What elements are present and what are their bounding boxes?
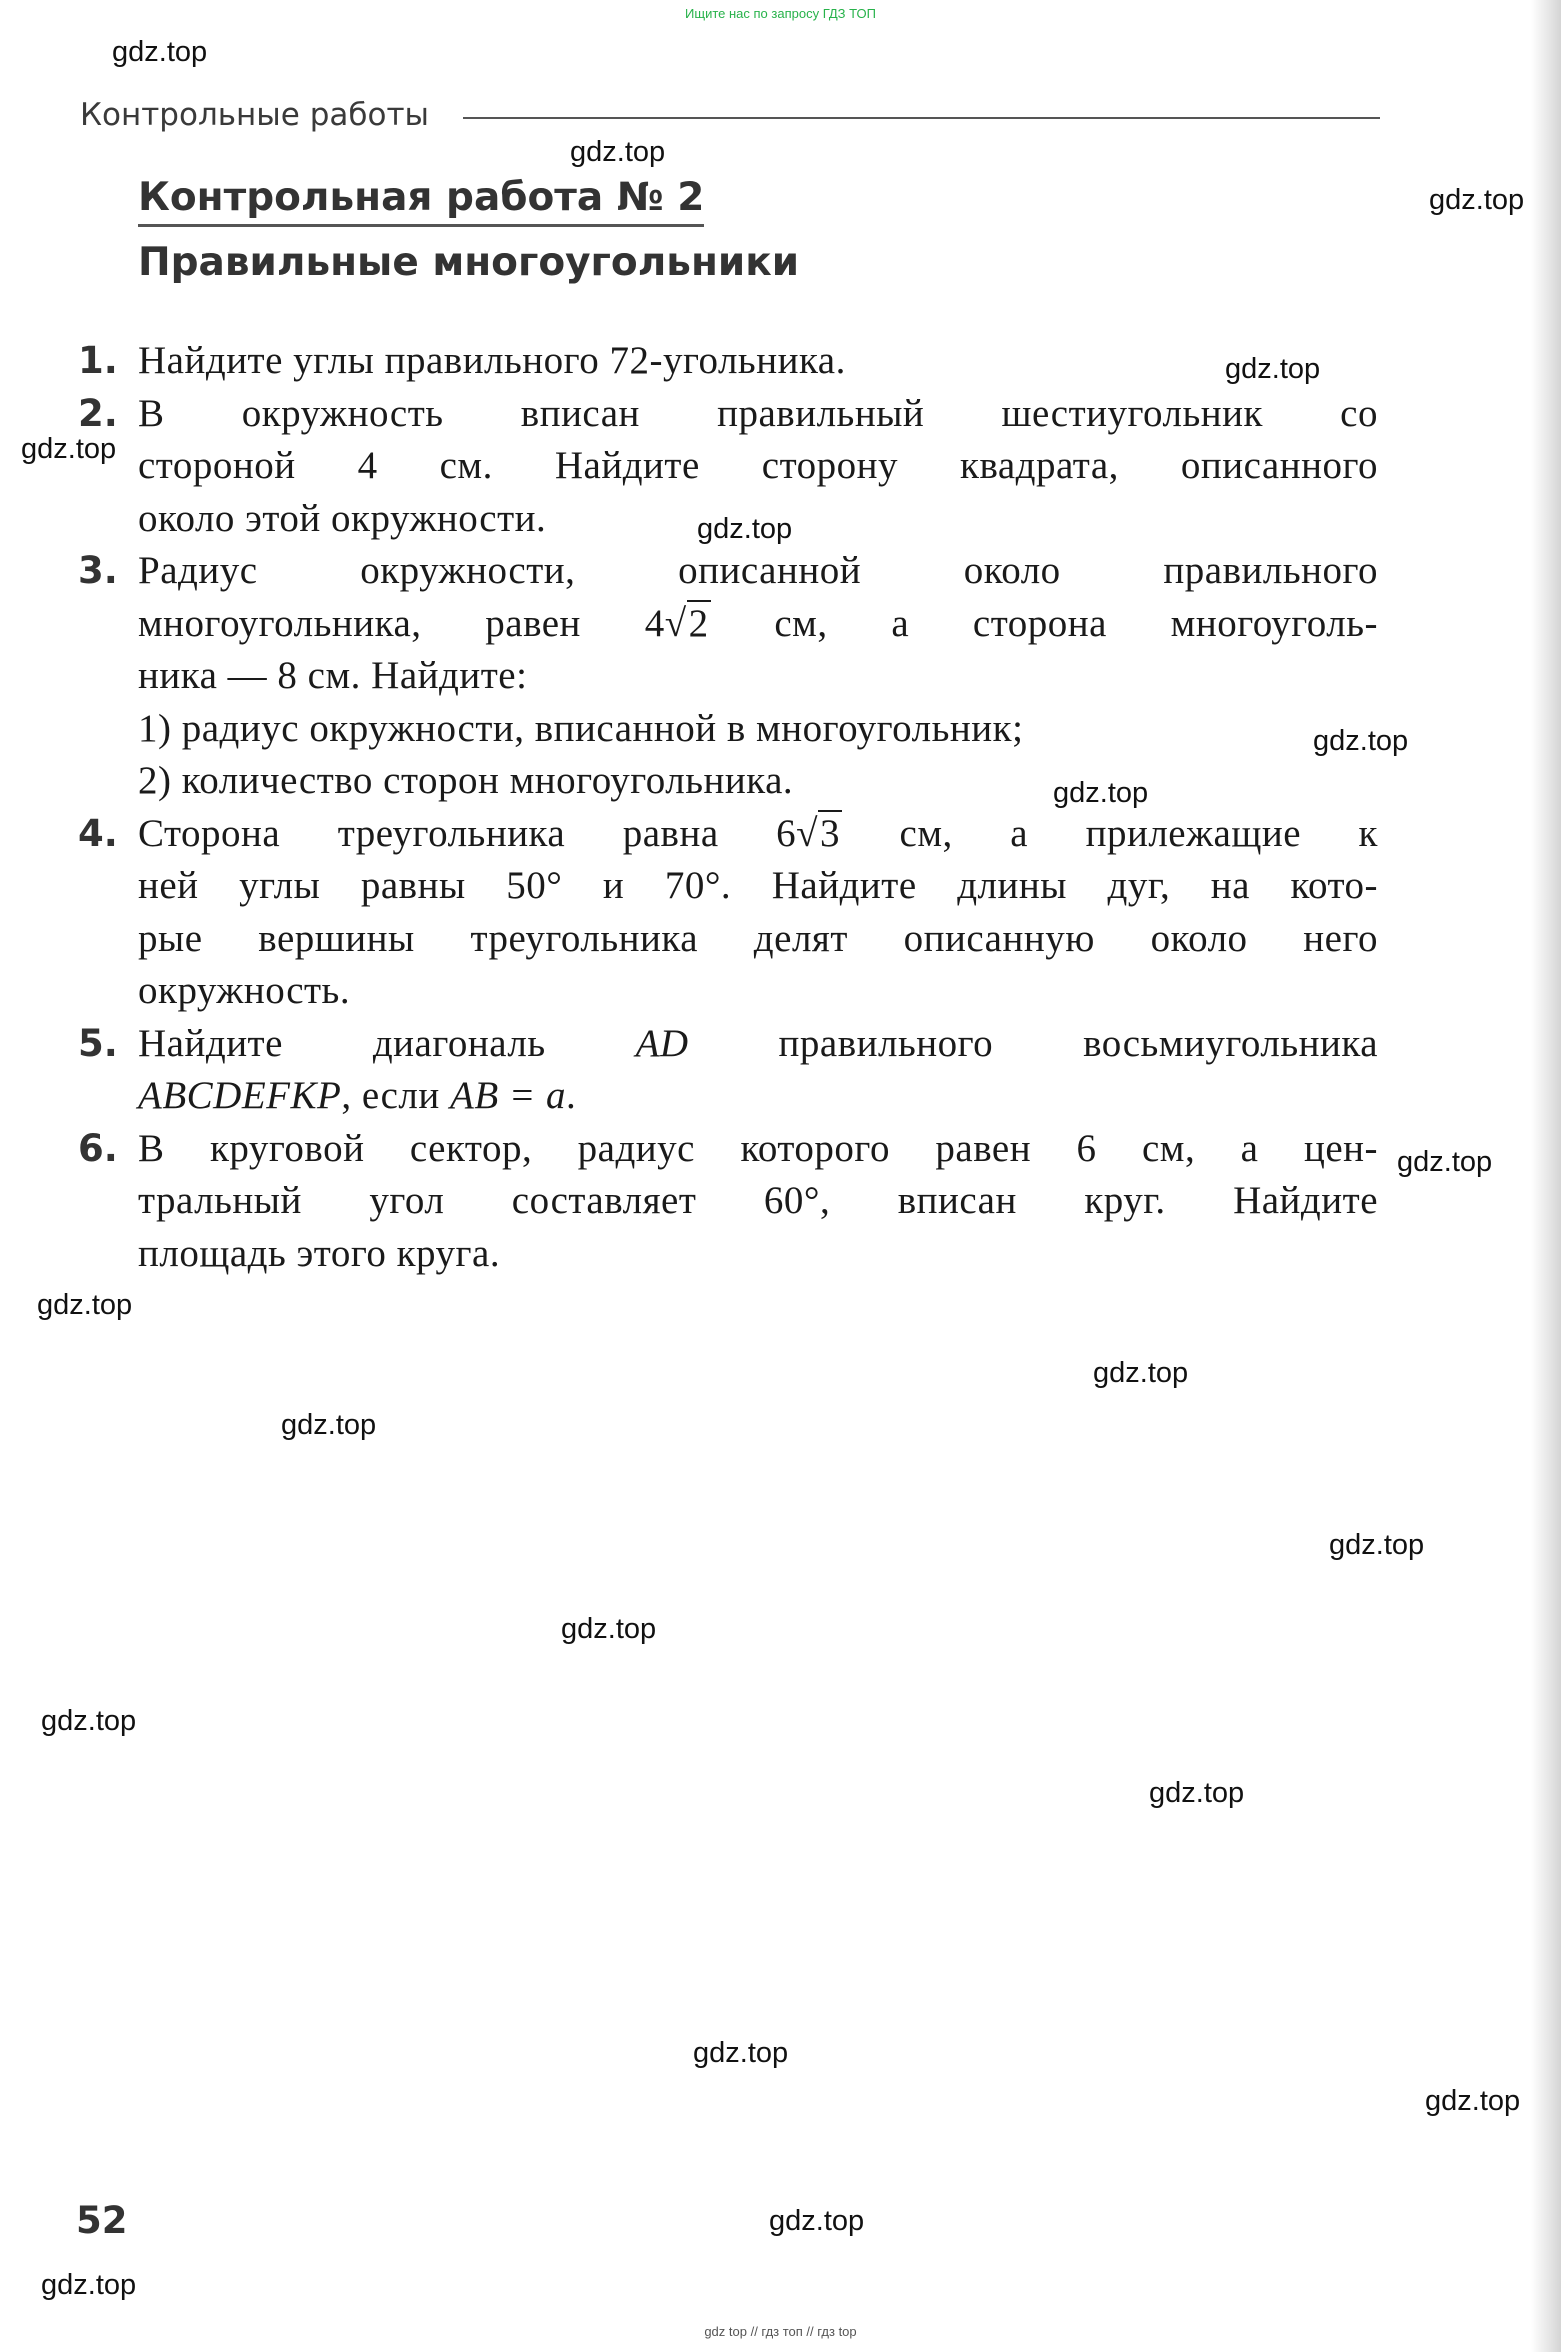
sqrt-coefficient: 6 (776, 811, 797, 855)
sqrt-coefficient: 4 (644, 601, 665, 645)
subitem-2: 2) количество сторон многоугольника. (138, 759, 794, 802)
problem-text (138, 1018, 1378, 1123)
text-fragment: . (565, 1074, 577, 1117)
problem-line: площадь этого круга. (138, 1231, 501, 1275)
text-fragment: многоугольника, равен (138, 601, 581, 645)
watermark: gdz.top (1329, 1529, 1425, 1561)
watermark: gdz.top (1313, 725, 1409, 757)
text-fragment: , если (341, 1074, 440, 1117)
problem-list (78, 335, 1378, 1280)
math-variable: ABCDEFKP (138, 1074, 342, 1117)
watermark: gdz.top (1425, 2085, 1521, 2117)
sqrt-expression: 6√3 (776, 811, 841, 855)
section-header-rule (463, 117, 1380, 119)
problem-line (138, 808, 1378, 861)
watermark: gdz.top (1397, 1146, 1493, 1178)
problem-3 (78, 545, 1378, 808)
problem-5 (78, 1018, 1378, 1123)
watermark: gdz.top (1053, 777, 1149, 809)
problem-number: 5. (78, 1021, 118, 1065)
problem-number: 6. (78, 1126, 118, 1170)
text-fragment: Найдите диагональ (138, 1021, 546, 1065)
watermark: gdz.top (41, 1705, 137, 1737)
problem-text (138, 545, 1378, 808)
problem-line: около этой окружности. (138, 496, 547, 540)
problem-line: рые вершины треугольника делят описанную около него (138, 916, 1378, 960)
watermark: gdz.top (112, 36, 208, 68)
watermark: gdz.top (697, 513, 793, 545)
sqrt-radicand: 3 (820, 811, 841, 855)
section-header-label: Контрольные работы (80, 97, 429, 133)
problem-number: 3. (78, 549, 118, 592)
problem-line: окружность. (138, 969, 351, 1012)
problem-number: 4. (78, 811, 118, 855)
watermark: gdz.top (281, 1409, 377, 1441)
sqrt-radicand: 2 (688, 601, 709, 645)
problem-6 (78, 1123, 1378, 1281)
watermark: gdz.top (561, 1613, 657, 1645)
problem-line (138, 1070, 1378, 1123)
math-variable: AD (635, 1021, 689, 1065)
problem-4 (78, 808, 1378, 1018)
subitem-1: 1) радиус окружности, вписанной в многоугольник; (138, 706, 1024, 750)
text-fragment: см, а сторона многоуголь- (774, 601, 1378, 645)
math-expression: AB = a (450, 1074, 566, 1117)
section-header (80, 95, 1380, 135)
problem-line (138, 1018, 1378, 1071)
text-fragment: Сторона треугольника равна (138, 811, 719, 855)
problem-number: 1. (78, 339, 118, 382)
problem-line: Радиус окружности, описанной около правильного (138, 549, 1378, 592)
page-title-text: Контрольная работа № 2 (138, 175, 704, 227)
problem-number: 2. (78, 391, 118, 435)
top-banner: Ищите нас по запросу ГДЗ ТОП (685, 6, 876, 21)
sqrt-expression: 4√2 (644, 601, 709, 645)
watermark: gdz.top (1429, 184, 1525, 216)
watermark: gdz.top (1225, 353, 1321, 385)
watermark: gdz.top (570, 136, 666, 168)
problem-line: стороной 4 см. Найдите сторону квадрата, описанного (138, 444, 1378, 487)
problem-line: ника — 8 см. Найдите: (138, 654, 528, 697)
problem-1 (78, 335, 1378, 388)
problem-text (138, 1123, 1378, 1281)
text-fragment: правильного восьмиугольника (778, 1021, 1379, 1065)
page-subtitle: Правильные многоугольники (138, 240, 800, 285)
text-fragment: см, а прилежащие к (899, 811, 1379, 855)
watermark: gdz.top (1093, 1357, 1189, 1389)
page-number: 52 (76, 2199, 128, 2242)
bottom-banner: gdz top // гдз топ // гдз top (704, 2324, 857, 2339)
problem-line: тральный угол составляет 60°, вписан круг. Найдите (138, 1179, 1378, 1222)
problem-line: Найдите углы правильного 72-угольника. (138, 339, 846, 382)
watermark: gdz.top (769, 2205, 865, 2237)
problem-line: В окружность вписан правильный шестиугольник со (138, 391, 1378, 435)
problem-line: В круговой сектор, радиус которого равен 6 см, а цен- (138, 1126, 1378, 1170)
problem-line (138, 598, 1378, 651)
watermark: gdz.top (693, 2037, 789, 2069)
watermark: gdz.top (41, 2269, 137, 2301)
page-title (138, 175, 704, 220)
watermark: gdz.top (21, 433, 117, 465)
problem-text (138, 808, 1378, 1018)
page-edge-shadow (1531, 0, 1561, 2352)
watermark: gdz.top (1149, 1777, 1245, 1809)
problem-line: ней углы равны 50° и 70°. Найдите длины дуг, на кото- (138, 864, 1378, 907)
problem-text (138, 335, 1378, 388)
watermark: gdz.top (37, 1289, 133, 1321)
